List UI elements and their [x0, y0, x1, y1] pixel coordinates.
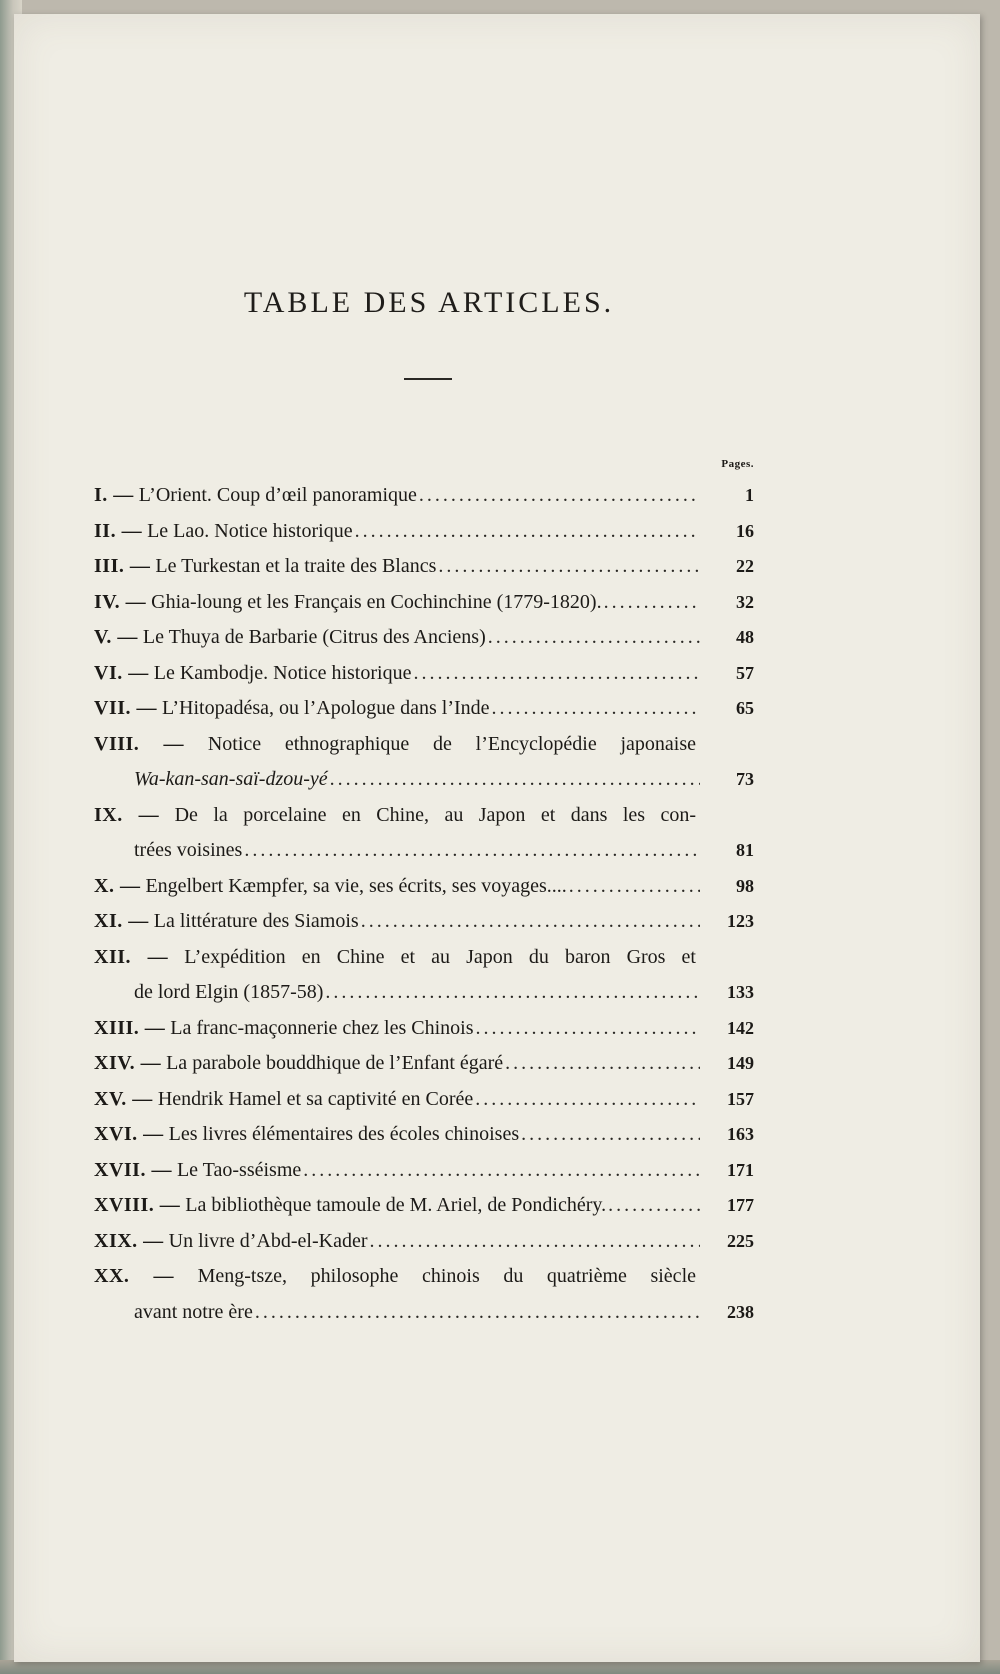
- book-page: [14, 14, 980, 1662]
- toc-entry-page: 73: [736, 769, 754, 789]
- toc-entry-title-text: De la porcelaine en Chine, au Japon et dans les con-: [174, 803, 697, 826]
- toc-entry-title-text: Engelbert Kæmpfer, sa vie, ses écrits, ses voyages....: [145, 874, 567, 897]
- dot-leader: [521, 1117, 700, 1153]
- toc-entry-title: [94, 656, 411, 692]
- toc-entry-page: 163: [727, 1124, 754, 1144]
- toc-entry-title-text: La franc-maçonnerie chez les Chinois: [170, 1016, 474, 1039]
- background-bottom-edge: [0, 1660, 1000, 1674]
- toc-entry-number: V. —: [94, 626, 138, 648]
- toc-entry-line: [94, 727, 754, 763]
- toc-entry: [94, 1082, 754, 1118]
- toc-entry-title: [94, 585, 602, 621]
- dot-leader: [476, 1011, 701, 1047]
- toc-entry-line: [94, 1117, 754, 1153]
- dot-leader: [492, 691, 700, 727]
- toc-entry-number: II. —: [94, 519, 143, 542]
- toc-entry-number: IX. —: [94, 803, 160, 826]
- toc-entry-page: 65: [736, 698, 754, 718]
- toc-entry-title: [94, 798, 754, 834]
- toc-entry-number: XIII. —: [94, 1016, 166, 1039]
- toc-entry-continuation-line: [94, 1295, 754, 1331]
- toc-entry-title: [94, 514, 353, 550]
- toc-entry-number: XII. —: [94, 945, 169, 968]
- toc-entry-title-text: L’expédition en Chine et au Japon du baron Gros et: [184, 945, 696, 968]
- toc-entry-title: [94, 1153, 301, 1189]
- toc-entry: [94, 1117, 754, 1153]
- toc-entry: [94, 1224, 754, 1260]
- dot-leader: [244, 833, 700, 869]
- dot-leader: [438, 549, 700, 585]
- dot-leader: [361, 904, 700, 940]
- toc-entry-number: XX. —: [94, 1265, 174, 1287]
- toc-entry-line: [94, 940, 754, 976]
- toc-entry-continuation: Wa-kan-san-saï-dzou-yé: [134, 768, 328, 790]
- toc-entry: [94, 1188, 754, 1224]
- toc-entry-page: 225: [727, 1230, 754, 1251]
- toc-entry-number: I. —: [94, 484, 134, 506]
- toc-entry: [94, 904, 754, 940]
- toc-entry: [94, 478, 754, 514]
- dot-leader: [488, 620, 700, 656]
- toc-entry-page: 16: [736, 520, 754, 541]
- toc-entry-page: 142: [727, 1017, 754, 1038]
- toc-entry-page: 48: [736, 627, 754, 647]
- toc-entry-page: 81: [736, 840, 754, 860]
- toc-entry: [94, 656, 754, 692]
- toc-entry-page: 1: [745, 485, 754, 505]
- toc-entry-line: [94, 1224, 754, 1260]
- dot-leader: [255, 1295, 700, 1331]
- toc-entry-title: [94, 478, 417, 514]
- toc-entry-page: 238: [727, 1301, 754, 1322]
- toc-entry-line: [94, 1259, 754, 1295]
- toc-entry: [94, 1153, 754, 1189]
- toc-entry-number: X. —: [94, 874, 141, 897]
- dot-leader: [604, 585, 700, 621]
- toc-entry-title-text: L’Hitopadésa, ou l’Apologue dans l’Inde: [162, 697, 490, 719]
- toc-entry-line: [94, 904, 754, 940]
- toc-entry-continuation: avant notre ère: [134, 1300, 253, 1323]
- dot-leader: [303, 1153, 700, 1189]
- toc-entry-line: [94, 869, 754, 905]
- toc-entry-title-text: Le Lao. Notice historique: [147, 519, 353, 542]
- dot-leader: [325, 975, 700, 1011]
- toc-entry-number: IV. —: [94, 590, 147, 613]
- toc-entry-title-text: Un livre d’Abd-el-Kader: [168, 1229, 368, 1252]
- dot-leader: [419, 478, 700, 514]
- toc-entry: [94, 1046, 754, 1082]
- title-rule: [404, 378, 452, 380]
- dot-leader: [413, 656, 700, 692]
- toc-entry-title-text: La parabole bouddhique de l’Enfant égaré: [166, 1052, 504, 1074]
- toc-entry-continuation: trées voisines: [134, 839, 243, 861]
- toc-entries: [94, 478, 754, 1330]
- toc-entry: [94, 1011, 754, 1047]
- toc-entry-title: [94, 904, 359, 940]
- toc-entry-continuation-line: [94, 833, 754, 869]
- toc-entry-title-text: Le Tao-sséisme: [176, 1158, 302, 1181]
- toc-entry-number: XVI. —: [94, 1123, 164, 1145]
- toc-entry-title: [94, 620, 486, 656]
- toc-entry-title: [94, 1224, 367, 1260]
- pages-column-heading: Pages.: [721, 458, 754, 470]
- toc-entry: [94, 940, 754, 1011]
- toc-entry-line: [94, 1082, 754, 1118]
- toc-entry-line: [94, 1011, 754, 1047]
- toc-entry-page: 123: [727, 911, 754, 931]
- toc-entry-line: [94, 656, 754, 692]
- toc-entry-number: XIV. —: [94, 1052, 162, 1074]
- toc-entry-title-text: L’Orient. Coup d’œil panoramique: [138, 484, 417, 506]
- toc-entry-title-text: Meng-tsze, philosophe chinois du quatrième siècle: [197, 1265, 696, 1287]
- toc-entry-number: XVIII. —: [94, 1194, 181, 1216]
- dot-leader: [608, 1188, 700, 1224]
- toc-entry-number: XIX. —: [94, 1229, 164, 1252]
- toc-entry-number: III. —: [94, 555, 151, 577]
- toc-entry-title-text: La bibliothèque tamoule de M. Ariel, de Pondichéry.: [185, 1194, 607, 1216]
- toc-entry-page: 171: [727, 1159, 754, 1180]
- toc-entry-title-text: Ghia-loung et les Français en Cochinchine (1779-1820).: [151, 590, 602, 613]
- toc-entry: [94, 1259, 754, 1330]
- toc-entry-title-text: Le Thuya de Barbarie (Citrus des Anciens): [142, 626, 486, 648]
- toc-entry-title-text: Le Kambodje. Notice historique: [153, 661, 412, 684]
- toc-entry-line: [94, 798, 754, 834]
- toc-entry-number: XI. —: [94, 910, 149, 932]
- toc-entry-number: VII. —: [94, 697, 158, 719]
- toc-entry-number: XV. —: [94, 1087, 153, 1110]
- toc-entry: [94, 549, 754, 585]
- dot-leader: [505, 1046, 700, 1082]
- toc-entry-title: [94, 1082, 473, 1118]
- toc-entry-number: VI. —: [94, 661, 149, 684]
- toc-entry-title: [94, 1259, 754, 1295]
- toc-entry-page: 177: [727, 1195, 754, 1215]
- toc-entry-continuation: de lord Elgin (1857-58): [134, 981, 324, 1003]
- toc-entry-title: [94, 940, 754, 976]
- toc-entry-number: XVII. —: [94, 1158, 172, 1181]
- toc-entry-line: [94, 549, 754, 585]
- toc-entry: [94, 727, 754, 798]
- toc-entry-line: [94, 620, 754, 656]
- toc-entry-title: [94, 1011, 474, 1047]
- toc-entry-page: 98: [736, 875, 754, 896]
- toc-entry-page: 57: [736, 662, 754, 683]
- toc-entry-title: [94, 727, 754, 763]
- dot-leader: [369, 1224, 700, 1260]
- toc-entry: [94, 691, 754, 727]
- toc-entry-title: [94, 1046, 503, 1082]
- toc-entry-page: 157: [727, 1088, 754, 1109]
- toc-entry-title: [94, 1117, 519, 1153]
- toc-entry-title-text: Notice ethnographique de l’Encyclopédie japonaise: [207, 732, 696, 755]
- toc-entry-page: 149: [727, 1053, 754, 1073]
- toc-entry-title: [94, 1188, 606, 1224]
- toc-entry-continuation-line: [94, 975, 754, 1011]
- toc-entry: [94, 798, 754, 869]
- toc-entry-page: 133: [727, 982, 754, 1002]
- toc-entry-title-text: La littérature des Siamois: [153, 910, 359, 932]
- dot-leader: [355, 514, 700, 550]
- toc-entry-title-text: Hendrik Hamel et sa captivité en Corée: [157, 1087, 474, 1110]
- toc-entry-line: [94, 514, 754, 550]
- toc-entry-continuation-line: [94, 762, 754, 798]
- toc-entry-line: [94, 1153, 754, 1189]
- toc-entry-title-text: Le Turkestan et la traite des Blancs: [155, 555, 437, 577]
- toc-entry: [94, 514, 754, 550]
- toc-entry-page: 22: [736, 556, 754, 576]
- toc-entry-title: [94, 691, 490, 727]
- page-title: TABLE DES ARTICLES.: [243, 286, 615, 319]
- toc-entry: [94, 620, 754, 656]
- toc-entry-line: [94, 1188, 754, 1224]
- toc-entry-line: [94, 585, 754, 621]
- toc-entry-page: 32: [736, 591, 754, 612]
- dot-leader: [475, 1082, 700, 1118]
- toc-entry-title: [94, 549, 436, 585]
- toc-entry-number: VIII. —: [94, 732, 185, 755]
- dot-leader: [569, 869, 700, 905]
- toc-entry-title: [94, 869, 567, 905]
- toc-entry-line: [94, 478, 754, 514]
- toc-entry-line: [94, 691, 754, 727]
- toc-entry: [94, 585, 754, 621]
- toc-entry: [94, 869, 754, 905]
- dot-leader: [330, 762, 700, 798]
- toc-entry-line: [94, 1046, 754, 1082]
- toc-entry-title-text: Les livres élémentaires des écoles chinoises: [168, 1123, 520, 1145]
